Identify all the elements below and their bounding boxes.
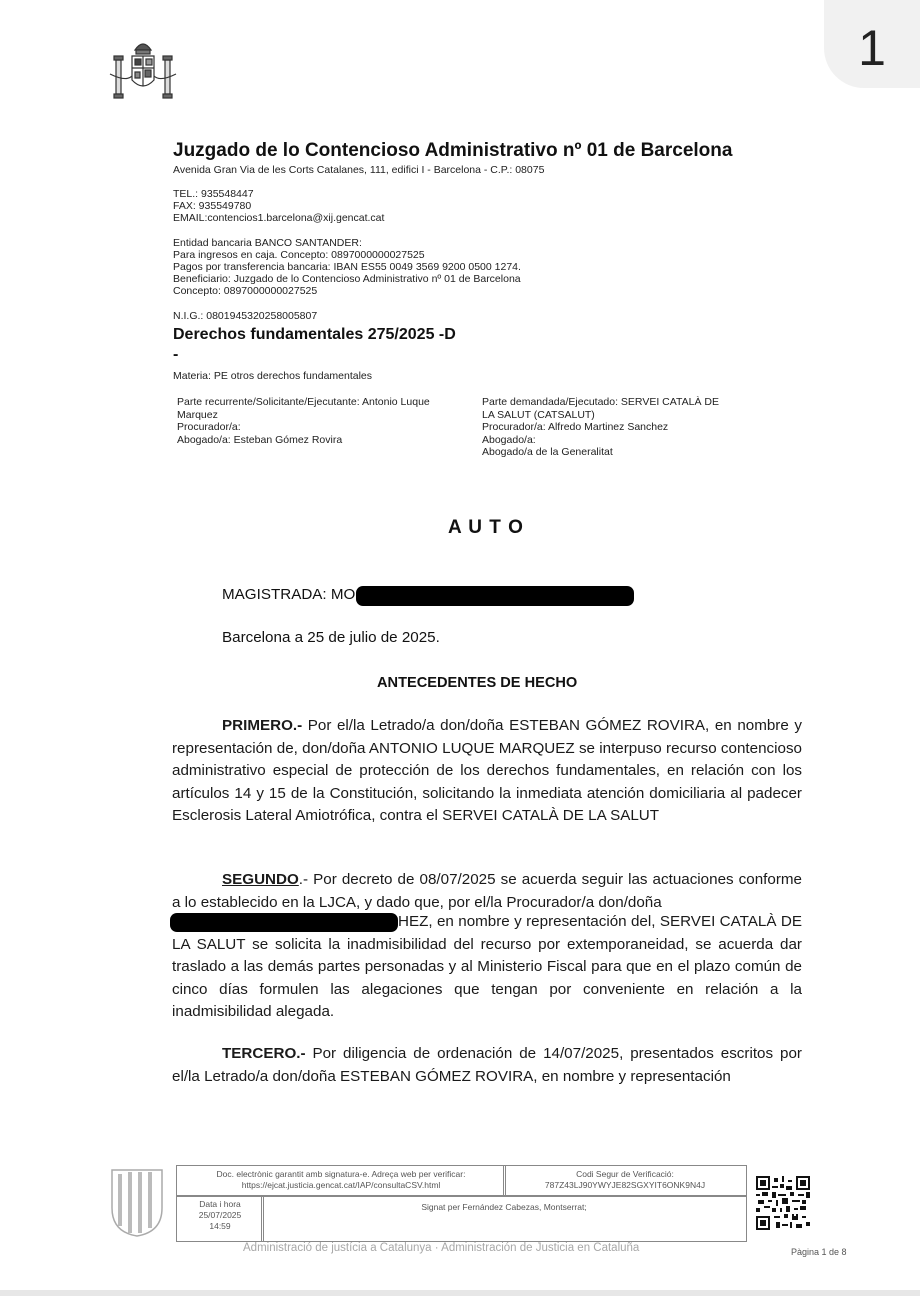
defendant-procurador: Procurador/a: Alfredo Martinez Sanchez <box>482 421 669 433</box>
defendant-block <box>482 396 772 459</box>
primero-text: Por el/la Letrado/a don/doña ESTEBAN GÓMEZ ROVIRA, en nombre y representación de, don/doña ANTONIO LUQUE MARQUEZ se interpuso recurso contencioso administrativo especial de protección de los derechos fundamentales, en relación con los artículos 14 y 15 de la Constitución, solicitando la inmediata atención domiciliaria al padecer Esclerosis Lateral Amiotrófica, contra el SERVEI CATALÀ DE LA SALUT <box>172 717 802 825</box>
bank-entity: Entidad bancaria BANCO SANTANDER: <box>173 237 362 249</box>
defendant-lawyer-generalitat: Abogado/a de la Generalitat <box>482 446 613 458</box>
paragraph-primero <box>172 715 802 828</box>
plaintiff-procurador: Procurador/a: <box>177 421 241 433</box>
matter: Materia: PE otros derechos fundamentales <box>173 370 373 382</box>
primero-label: PRIMERO.- <box>222 717 303 734</box>
plaintiff-name-cont: Marquez <box>177 408 218 421</box>
nig-number: N.I.G.: 0801945320258005807 <box>173 310 318 322</box>
page-of-total: Pàgina 1 de 8 <box>791 1247 847 1257</box>
date-label: Data i hora <box>199 1199 241 1209</box>
defendant-lawyer: Abogado/a: <box>482 433 536 446</box>
time-value: 14:59 <box>209 1221 231 1231</box>
segundo-label: SEGUNDO <box>222 871 299 888</box>
signed-by: Signat per Fernández Cabezas, Montserrat; <box>421 1202 587 1212</box>
telephone: TEL.: 935548447 <box>173 188 254 200</box>
section-title: ANTECEDENTES DE HECHO <box>377 675 578 691</box>
redaction-bar <box>356 586 634 606</box>
defendant-party: Parte demandada/Ejecutado: SERVEI CATALÀ DE <box>482 396 719 408</box>
bank-concept: Concepto: 0897000000027525 <box>173 285 318 297</box>
plaintiff-party: Parte recurrente/Solicitante/Ejecutante: Antonio Luque <box>177 396 430 408</box>
page-bottom-edge <box>0 1290 920 1296</box>
bank-cash-concept: Para ingresos en caja. Concepto: 0897000000027525 <box>173 249 425 261</box>
bank-beneficiary: Beneficiario: Juzgado de lo Contencioso Administrativo nº 01 de Barcelona <box>173 273 521 285</box>
generalitat-emblem-icon <box>108 1168 166 1238</box>
csv-code: 787Z43LJ90YWYJE82SGXYIT6ONK9N4J <box>544 1180 706 1190</box>
defendant-name-cont: LA SALUT (CATSALUT) <box>482 408 595 421</box>
tercero-label: TERCERO.- <box>222 1045 306 1062</box>
csv-box <box>503 1165 747 1197</box>
administration-footer: Administració de justícia a Catalunya · Administración de Justicia en Cataluña <box>243 1242 640 1254</box>
plaintiff-block <box>177 396 467 446</box>
case-number: Derechos fundamentales 275/2025 -D <box>173 326 456 343</box>
verification-box <box>176 1165 506 1197</box>
plaintiff-lawyer: Abogado/a: Esteban Gómez Rovira <box>177 433 343 446</box>
court-address: Avenida Gran Via de les Corts Catalanes, 111, edifici I - Barcelona - C.P.: 08075 <box>173 164 545 176</box>
signature-box <box>261 1195 747 1242</box>
bank-iban: Pagos por transferencia bancaria: IBAN ES55 0049 3569 9200 0500 1274. <box>173 261 521 273</box>
case-dash: - <box>173 346 179 363</box>
magistrate-label: MAGISTRADA: MO <box>222 586 356 603</box>
coat-of-arms-icon <box>106 36 180 106</box>
date-line: Barcelona a 25 de julio de 2025. <box>222 629 440 646</box>
paragraph-segundo-intro <box>172 869 802 914</box>
verify-text: Doc. electrònic garantit amb signatura-e. Adreça web per verificar: <box>216 1169 466 1179</box>
date-box <box>176 1195 264 1242</box>
qr-code-icon <box>756 1176 810 1230</box>
verify-url[interactable]: https://ejcat.justicia.gencat.cat/IAP/consultaCSV.html <box>241 1180 441 1190</box>
date-value: 25/07/2025 <box>198 1210 242 1220</box>
tercero-text: Por diligencia de ordenación de 14/07/2025, presentados escritos por el/la Letrado/a don/doña ESTEBAN GÓMEZ ROVIRA, en nombre y representación <box>172 1045 802 1085</box>
page-number-badge: 1 <box>824 0 920 88</box>
email: EMAIL:contencios1.barcelona@xij.gencat.cat <box>173 212 385 224</box>
paragraph-tercero <box>172 1043 802 1088</box>
csv-label: Codi Segur de Verificació: <box>576 1169 674 1179</box>
segundo-first-text: .- Por decreto de 08/07/2025 se acuerda seguir las actuaciones conforme a lo establecido en la LJCA, y dado que, por el/la Procurador/a don/doña <box>172 871 802 911</box>
fax: FAX: 935549780 <box>173 200 252 212</box>
document-type-title: A U T O <box>448 517 524 538</box>
court-name: Juzgado de lo Contencioso Administrativo nº 01 de Barcelona <box>173 140 733 161</box>
paragraph-segundo-rest: HEZ, en nombre y representación del, SERVEI CATALÀ DE LA SALUT se solicita la inadmisibilidad del recurso por extemporaneidad, se acuerda dar traslado a las demás partes personadas y al Ministerio Fiscal para que en el plazo común de cinco días formulen las alegaciones que tengan por conveniente en relación a la inadmisibilidad alegada. <box>172 913 802 1021</box>
